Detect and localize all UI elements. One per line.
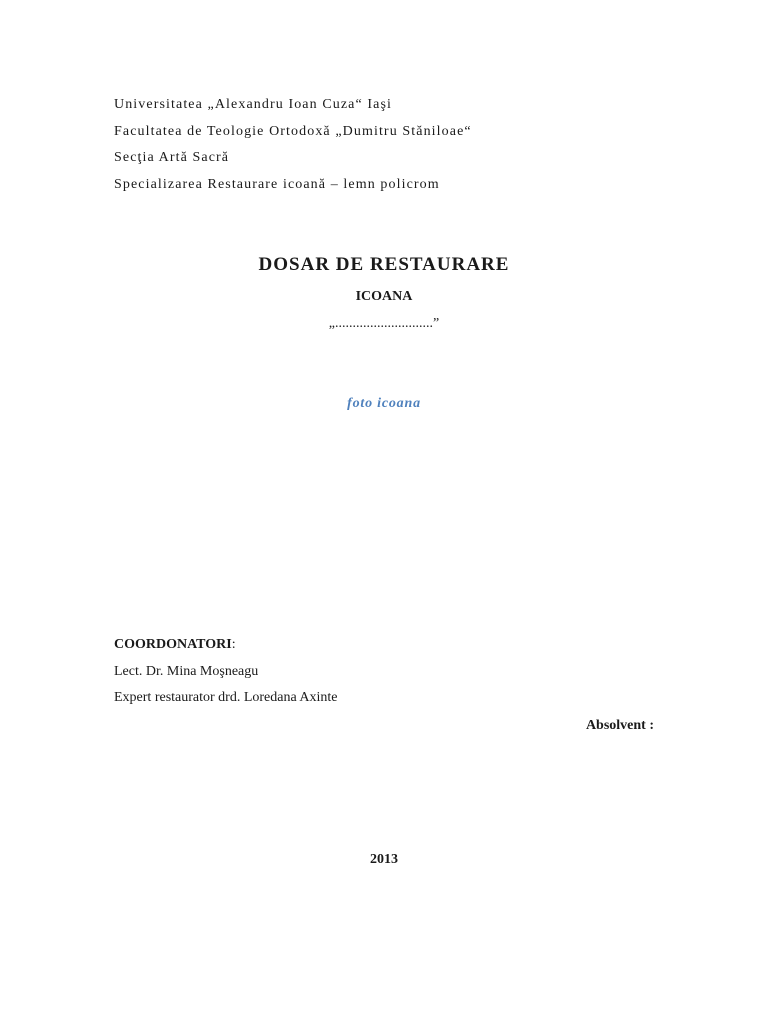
coordinator-name: Expert restaurator drd. Loredana Axinte — [114, 690, 338, 705]
section-name: Secţia Artă Sacră — [114, 150, 230, 165]
coordinators-label: COORDONATORI — [114, 637, 232, 652]
photo-placeholder: foto icoana — [347, 396, 421, 411]
university-name: Universitatea „Alexandru Ioan Cuza“ Iaşi — [114, 97, 393, 112]
document-year: 2013 — [370, 852, 398, 867]
graduate-label: Absolvent : — [585, 718, 654, 733]
faculty-name: Facultatea de Teologie Ortodoxă „Dumitru Stăniloae“ — [114, 123, 472, 139]
institution-header — [114, 92, 472, 198]
coordinators-colon: : — [231, 637, 236, 652]
specialization-name: Specializarea Restaurare icoană – lemn policrom — [114, 176, 440, 192]
coordinator-name: Lect. Dr. Mina Moşneagu — [114, 664, 259, 679]
document-subtitle: ICOANA — [355, 289, 413, 304]
icon-name-placeholder: „............................” — [328, 316, 440, 331]
coordinators-heading — [114, 637, 236, 653]
document-title: DOSAR DE RESTAURARE — [258, 254, 510, 275]
